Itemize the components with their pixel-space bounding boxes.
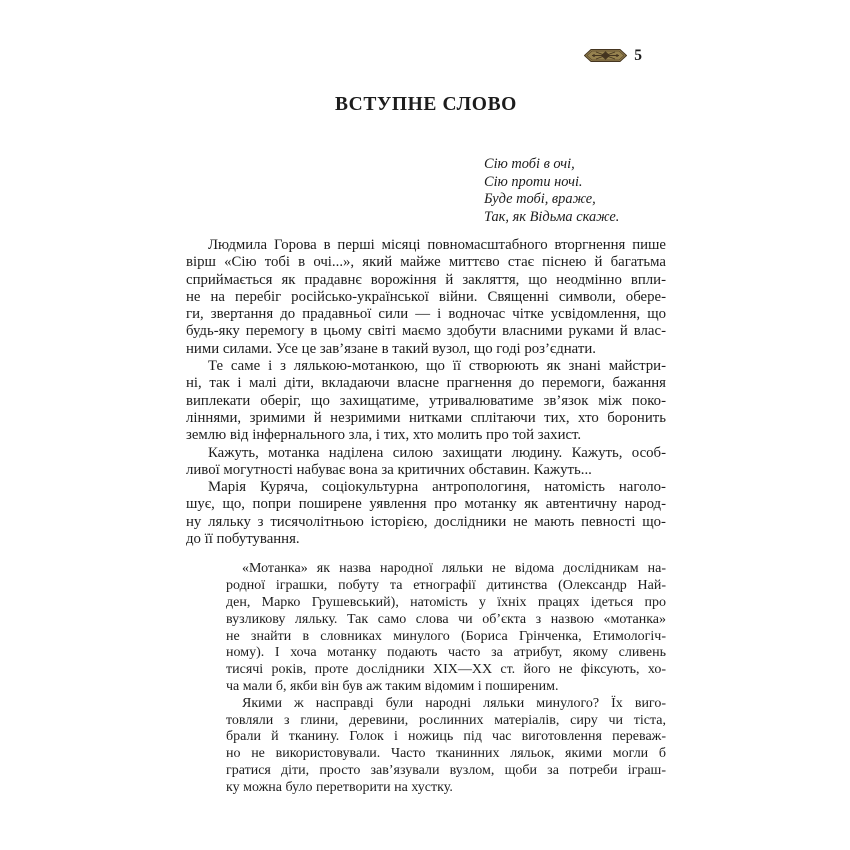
page-number: 5	[634, 47, 642, 64]
text-line: виплекати оберіг, що захищатиме, утривалюватиме зв’язок між поко-	[186, 392, 666, 409]
book-page	[186, 0, 666, 797]
text-line: ги, звертання до прадавньої сили — і водночас чітке усвідомлення, що	[186, 306, 666, 323]
text-line: ному). І хоча мотанку подають часто за атрибут, якому сливень	[226, 645, 666, 661]
block-quote	[226, 561, 666, 796]
page-header	[186, 46, 666, 65]
text-line: ден, Марко Грушевський), натомість у їхніх працях ідеться про	[226, 594, 666, 610]
text-line: «Мотанка» як назва народної ляльки не відома дослідникам на-	[242, 561, 666, 577]
text-line: ними силами. Усе це зав’язане в такий вузол, що годі роз’єднати.	[186, 340, 596, 357]
quote-paragraph	[226, 561, 666, 695]
body-paragraph	[186, 445, 666, 480]
text-line: родної іграшки, побуту та етнографії дитинства (Олександр Най-	[226, 578, 666, 594]
text-line: Людмила Горова в перші місяці повномасштабного вторгнення пише	[208, 237, 666, 253]
body-text	[186, 237, 666, 548]
text-line: шує, що, попри поширене уявлення про мотанку як автентичну народ-	[186, 496, 666, 513]
text-line: товляли з глини, деревини, рослинних матеріалів, сиру чи тіста,	[226, 712, 666, 728]
text-line: Кажуть, мотанка наділена силою захищати людину. Кажуть, особ-	[208, 444, 666, 461]
text-line: Сію проти ночі.	[484, 173, 583, 190]
text-line: землю від інфернального зла, і тих, хто молить про той захист.	[186, 427, 582, 444]
text-line: до її побутування.	[186, 531, 300, 548]
text-line: сприймається як прадавнє ворожіння й закляття, що неодмінно впли-	[186, 271, 666, 288]
text-line: Марія Куряча, соціокультурна антропологиня, натомість наголо-	[208, 479, 666, 496]
text-line: Сію тобі в очі,	[484, 156, 575, 172]
text-line: ку можна було перетворити на хустку.	[226, 779, 453, 795]
text-line: брали й тканину. Голок і ножиць під час виготовлення переваж-	[226, 729, 666, 745]
text-line: но не використовували. Часто тканинних ляльок, якими могли б	[226, 746, 666, 762]
chapter-title: ВСТУПНЕ СЛОВО	[335, 94, 517, 115]
quote-paragraph	[226, 696, 666, 797]
text-line: Якими ж насправді були народні ляльки минулого? Їх виго-	[242, 695, 666, 711]
text-line: будь-яку перемогу в цьому світі маємо здобути власними руками й влас-	[186, 323, 666, 340]
text-line: ліннями, зримими й незримими нитками сплітаючи тих, хто боронить	[186, 409, 666, 426]
text-line: ча мали б, якби він був аж таким відомим і поширеним.	[226, 678, 559, 694]
text-line: не знайти в словниках минулого (Бориса Грінченка, Етимологіч-	[226, 628, 666, 644]
epigraph	[484, 156, 666, 226]
text-line: Те саме і з лялькою-мотанкою, що її створюють як знані майстри-	[208, 358, 666, 375]
body-paragraph	[186, 479, 666, 548]
text-line: ливої могутності набуває вона за критичних обставин. Кажуть...	[186, 461, 592, 478]
text-line: тисячі років, проте дослідники XIX—XX ст. його не фіксують, хо-	[226, 662, 666, 678]
ornament-icon	[584, 49, 627, 62]
text-line: ну ляльку з тисячолітньою історією, дослідники не мають певності що-	[186, 513, 666, 530]
text-line: вірш «Сію тобі в очі...», який майже миттєво стає піснею й багатьма	[186, 254, 666, 271]
text-line: вузликову ляльку. Так само слова чи об’єкта з назвою «мотанка»	[226, 611, 666, 627]
text-line: гратися діти, просто зав’язували вузлом, щоби за потреби іграш-	[226, 762, 666, 778]
body-paragraph	[186, 237, 666, 358]
text-line: Так, як Відьма скаже.	[484, 208, 620, 225]
text-line: Буде тобі, враже,	[484, 191, 596, 207]
body-paragraph	[186, 358, 666, 444]
text-line: ні, так і малі діти, вкладаючи власне прагнення до перемоги, бажання	[186, 375, 666, 392]
text-line: не на перебіг російсько-української війни. Священні символи, обере-	[186, 288, 666, 305]
